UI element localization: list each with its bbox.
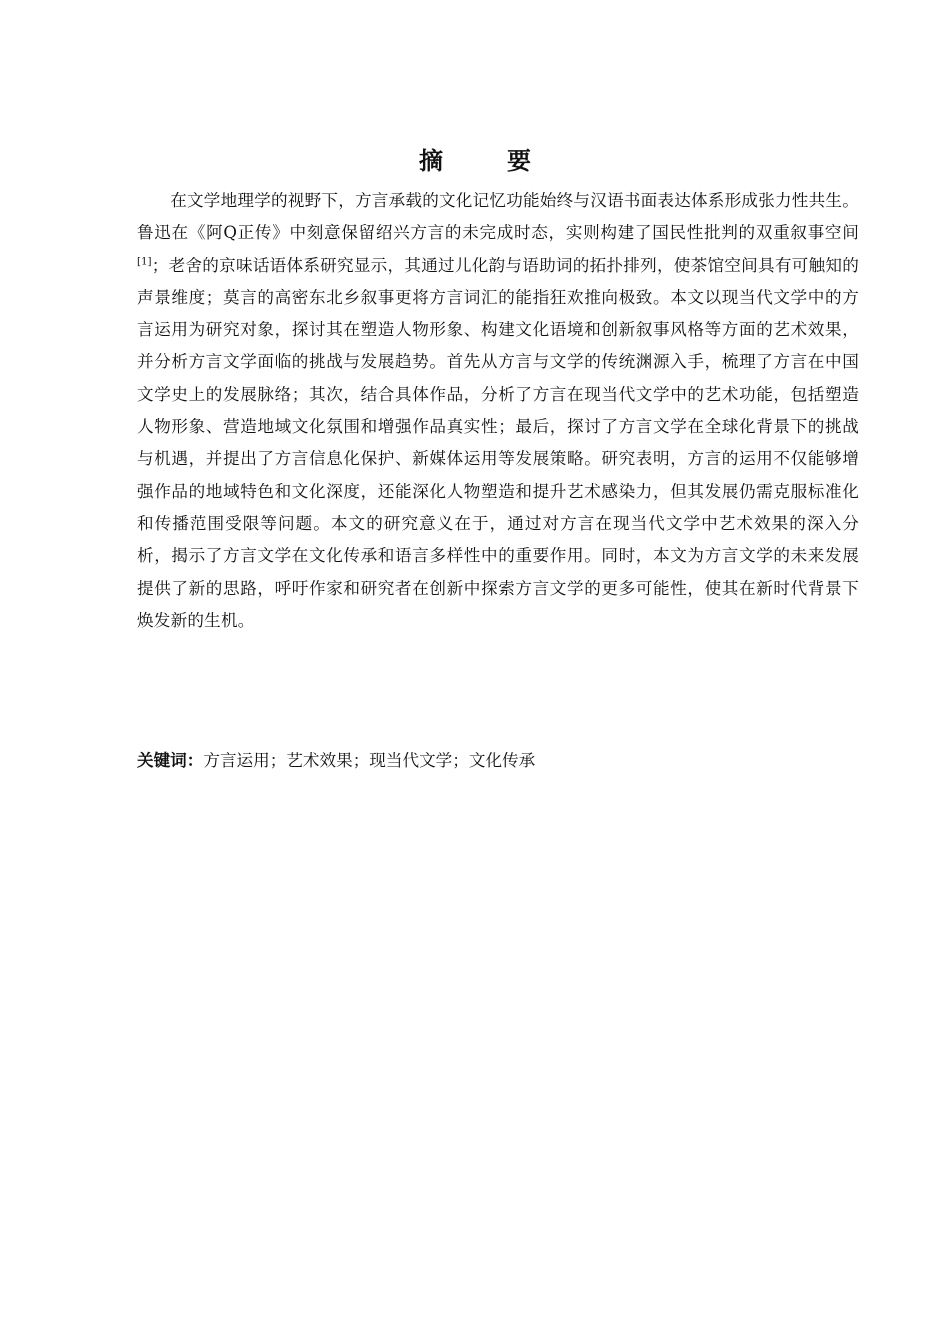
keywords-value: 方言运用；艺术效果；现当代文学；文化传承 (203, 751, 536, 770)
abstract-title: 摘 要 (419, 146, 551, 175)
citation-superscript: [1] (137, 256, 152, 268)
abstract-paragraph (137, 185, 859, 637)
keywords-label: 关键词： (137, 750, 204, 770)
abstract-text-part2: ；老舍的京味话语体系研究显示，其通过儿化韵与语助词的拓扑排列，使茶馆空间具有可触知的声景维度；莫言的高密东北乡叙事更将方言词汇的能指狂欢推向极致。本文以现当代文学中的方言运用为研究对象，探讨其在塑造人物形象、构建文化语境和创新叙事风格等方面的艺术效果，并分析方言文学面临的挑战与发展趋势。首先从方言与文学的传统渊源入手，梳理了方言在中国文学史上的发展脉络；其次，结合具体作品，分析了方言在现当代文学中的艺术功能，包括塑造人物形象、营造地域文化氛围和增强作品真实性；最后，探讨了方言文学在全球化背景下的挑战与机遇，并提出了方言信息化保护、新媒体运用等发展策略。研究表明，方言的运用不仅能够增强作品的地域特色和文化深度，还能深化人物塑造和提升艺术感染力，但其发展仍需克服标准化和传播范围受限等问题。本文的研究意义在于，通过对方言在现当代文学中艺术效果的深入分析，揭示了方言文学在文化传承和语言多样性中的重要作用。同时，本文为方言文学的未来发展提供了新的思路，呼吁作家和研究者在创新中探索方言文学的更多可能性，使其在新时代背景下焕发新的生机。 (137, 255, 859, 630)
abstract-text-part1: 在文学地理学的视野下，方言承载的文化记忆功能始终与汉语书面表达体系形成张力性共生。鲁迅在《阿Q正传》中刻意保留绍兴方言的未完成时态，实则构建了国民性批判的双重叙事空间 (137, 191, 859, 243)
keywords-line (137, 744, 859, 777)
abstract-body (137, 185, 859, 637)
